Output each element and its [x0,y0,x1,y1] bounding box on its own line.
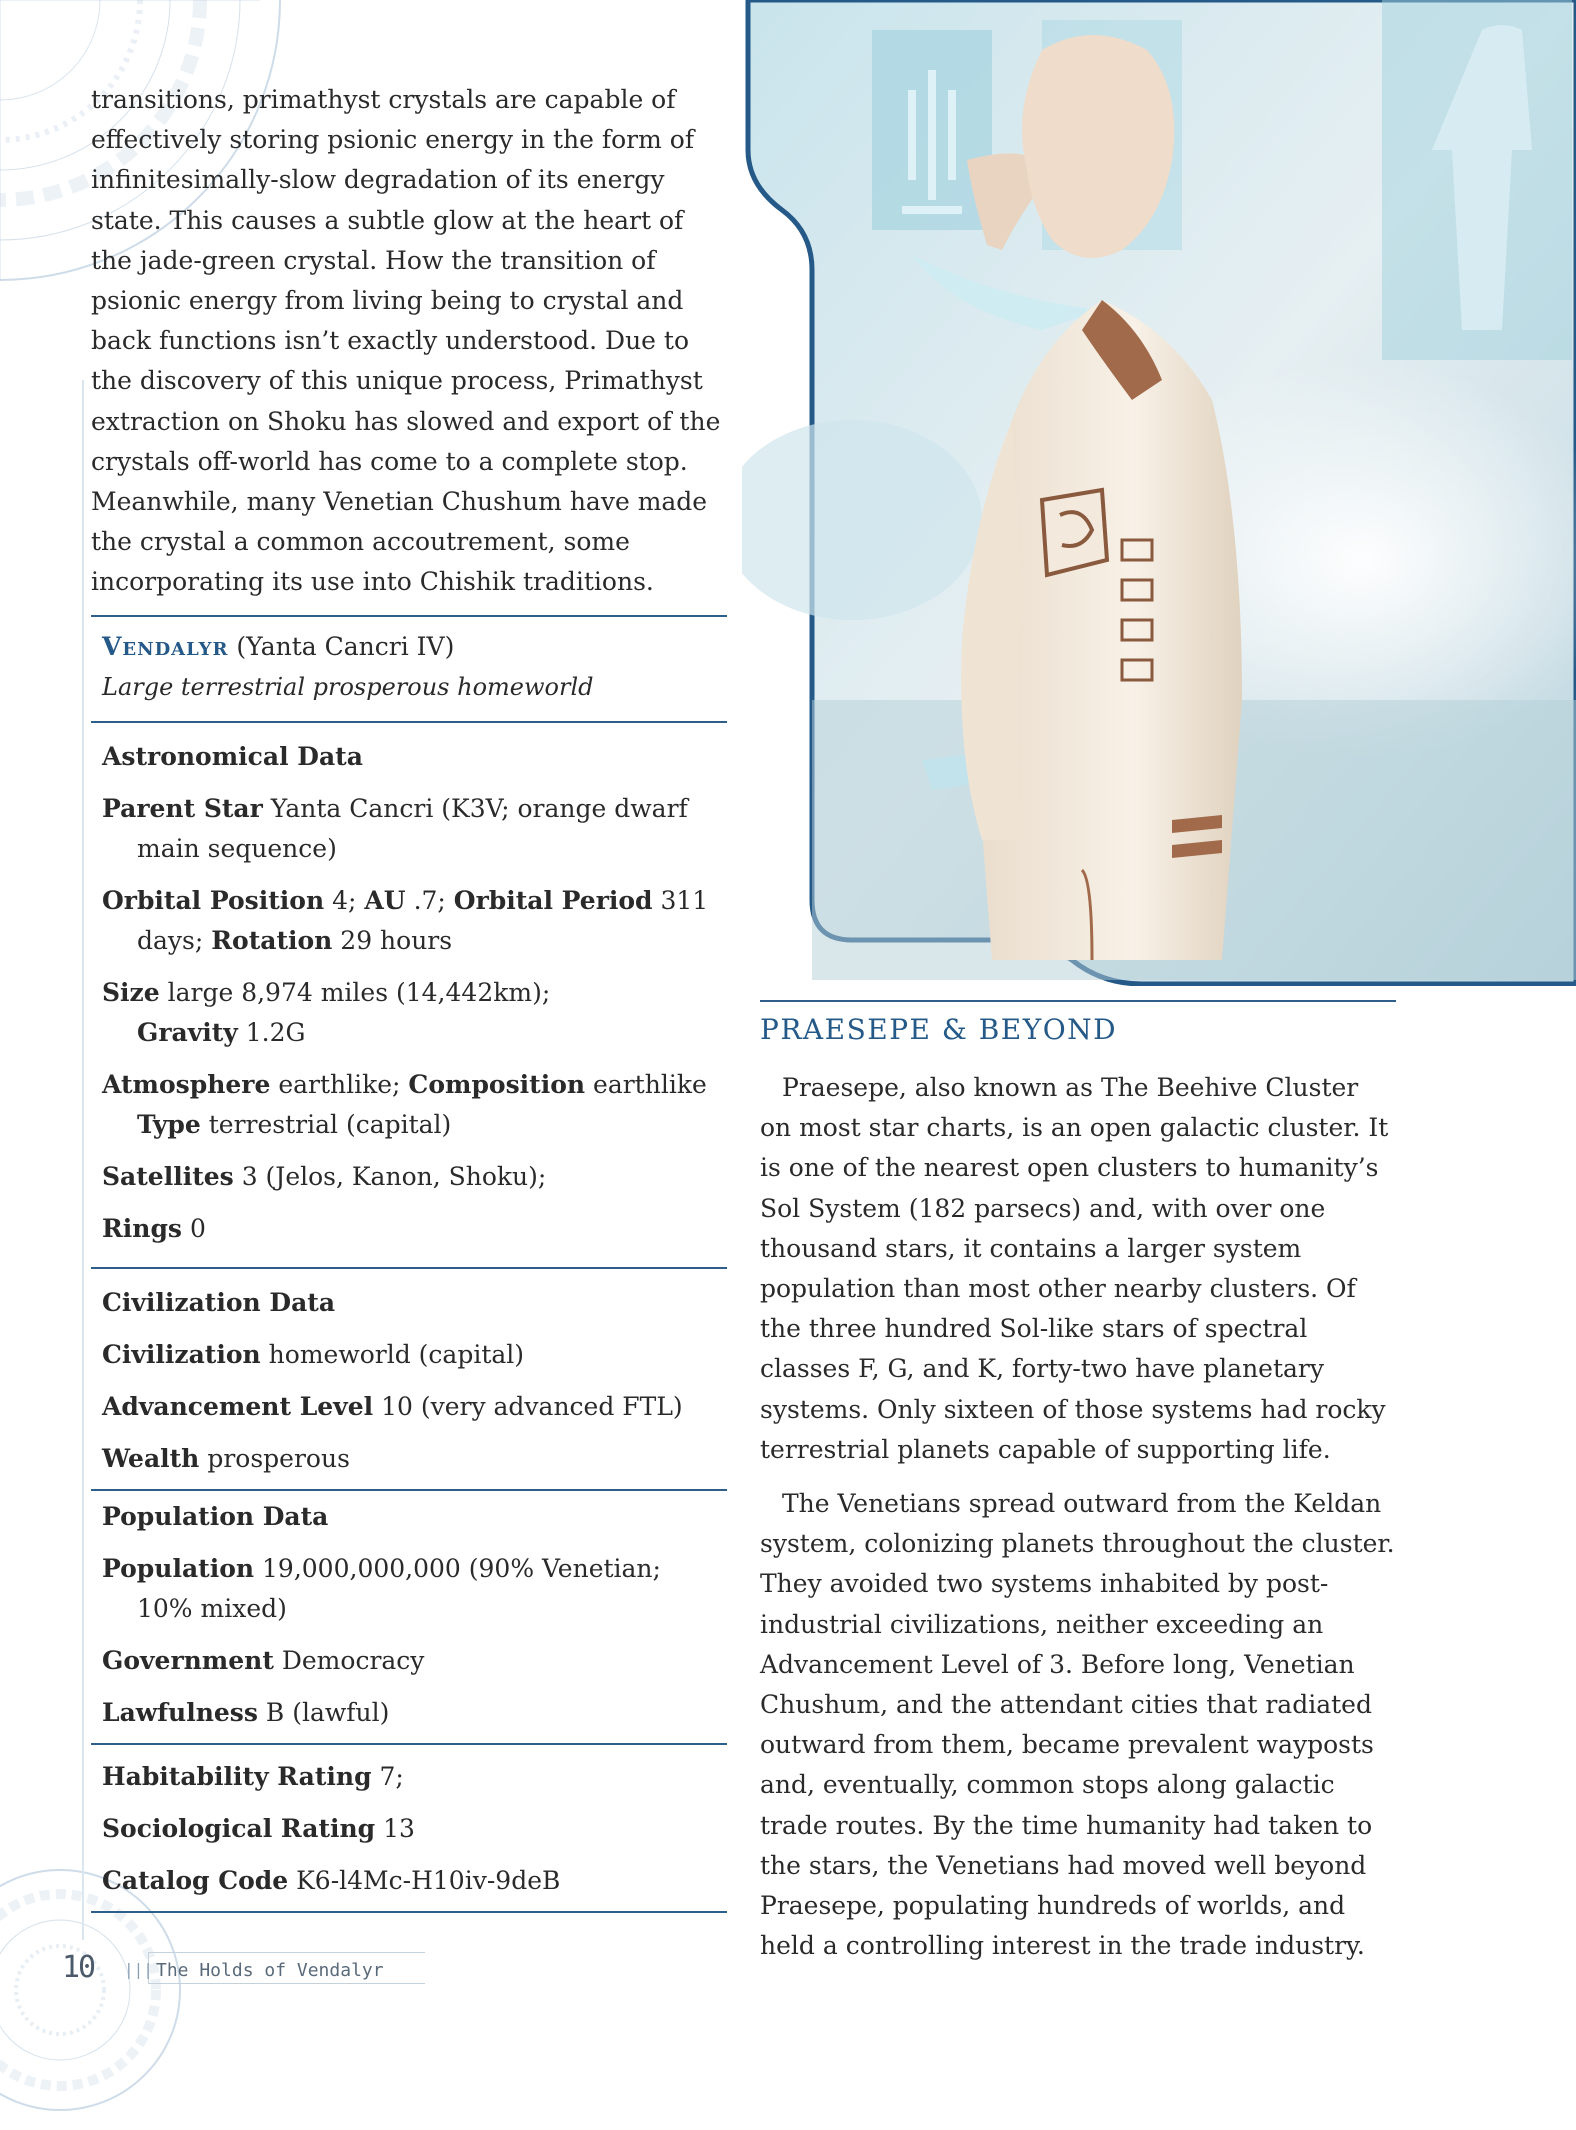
stat-value: .7; [413,885,446,915]
stat-value: prosperous [207,1443,350,1473]
planet-designation: (Yanta Cancri IV) [236,631,455,661]
astronomical-data-block [91,723,727,1267]
stat-value: Yanta Cancri (K3V; orange dwarf main sequence) [137,793,688,863]
left-column [91,80,727,1913]
stat-label: Habitability Rating [102,1761,372,1791]
stat-label: Satellites [102,1161,234,1191]
civilization-data-block [91,1269,727,1489]
section-title: PRAESEPE & BEYOND [760,1013,1118,1046]
right-column [760,1000,1396,1980]
stat-label: AU [364,885,406,915]
stat-value: 29 hours [340,925,453,955]
advancement-row [102,1387,716,1427]
page-number: 10 [62,1950,95,1985]
character-illustration [742,0,1576,986]
stat-value: terrestrial (capital) [208,1109,452,1139]
population-data-block [91,1491,727,1743]
stat-label: Sociological Rating [102,1813,376,1843]
planet-header [91,617,727,721]
habitability-row [102,1757,716,1797]
planet-title [102,627,716,667]
stat-value: 0 [189,1213,206,1243]
ratings-block [91,1745,727,1911]
stat-label: Atmosphere [102,1069,271,1099]
government-row [102,1641,716,1681]
stat-value: earthlike; [278,1069,401,1099]
section-paragraph-1: Praesepe, also known as The Beehive Cluster on most star charts, is an open galactic cluster. It is one of the nearest open clusters to humanity’s Sol System (182 parsecs) and, with over one thousand stars, it contains a larger system population than most other nearby clusters. Of the three hundred Sol-like stars of spectral classes F, G, and K, forty-two have planetary systems. Only sixteen of those systems had rocky terrestrial planets capable of supporting life. [760,1073,1389,1464]
astronomical-heading: Astronomical Data [102,741,363,771]
stat-value: large 8,974 miles (14,442km); [167,977,551,1007]
civilization-row [102,1335,716,1375]
parent-star-row [102,789,716,869]
stat-value: earthlike [593,1069,707,1099]
stat-label: Composition [408,1069,586,1099]
size-row [102,973,716,1053]
stat-label: Type [137,1109,201,1139]
stat-label: Gravity [137,1017,238,1047]
stat-label: Orbital Position [102,885,325,915]
stat-value: 1.2G [245,1017,306,1047]
planet-name: Vendalyr [102,631,229,661]
stat-label: Orbital Period [453,885,653,915]
stat-value: 13 [383,1813,415,1843]
satellites-row [102,1157,716,1197]
population-heading: Population Data [102,1501,329,1531]
sociological-row [102,1809,716,1849]
stat-label: Government [102,1645,274,1675]
divider [91,1911,727,1913]
planet-subtitle: Large terrestrial prosperous homeworld [102,672,594,701]
stat-value: 19,000,000,000 (90% Venetian; 10% mixed) [137,1553,661,1623]
stat-label: Rotation [211,925,333,955]
lawfulness-row [102,1693,716,1733]
stat-label: Lawfulness [102,1697,258,1727]
footer-separator: ||| [124,1960,153,1979]
intro-paragraph: transitions, primathyst crystals are capable of effectively storing psionic energy in the form of infinitesimally-slow degradation of its energy state. This causes a subtle glow at the heart of the jade-green crystal. How the transition of psionic energy from living being to crystal and back functions isn’t exactly understood. Due to the discovery of this unique process, Primathyst extraction on Shoku has slowed and export of the crystals off-world has come to a complete stop. Meanwhile, many Venetian Chushum have made the crystal a common accoutrement, some incorporating its use into Chishik traditions. [91,85,721,597]
stat-label: Parent Star [102,793,263,823]
stat-value: 10 (very advanced FTL) [381,1391,683,1421]
orbital-row [102,881,716,961]
stat-value: 4; [332,885,357,915]
section-paragraph-2: The Venetians spread outward from the Keldan system, colonizing planets throughout the cluster. They avoided two systems inhabited by post-industrial civilizations, neither exceeding an Advancement Level of 3. Before long, Venetian Chushum, and the attendant cities that radiated outward from them, became prevalent wayposts and, eventually, common stops along galactic trade routes. By the time humanity had taken to the stars, the Venetians had moved well beyond Praesepe, populating hundreds of worlds, and held a controlling interest in the trade industry. [760,1489,1395,1961]
stat-value: 7; [379,1761,404,1791]
stat-value: Democracy [281,1645,425,1675]
footer-title: The Holds of Vendalyr [156,1960,384,1981]
stat-label: Population [102,1553,255,1583]
stat-label: Civilization [102,1339,261,1369]
stat-value: 3 (Jelos, Kanon, Shoku); [241,1161,547,1191]
stat-value: K6-l4Mc-H10iv-9deB [296,1865,561,1895]
atmosphere-row [102,1065,716,1145]
stat-value: homeworld (capital) [268,1339,525,1369]
catalog-row [102,1861,716,1901]
stat-label: Rings [102,1213,183,1243]
wealth-row [102,1439,716,1479]
stat-value: B (lawful) [265,1697,390,1727]
stat-label: Advancement Level [102,1391,374,1421]
stat-label: Catalog Code [102,1865,289,1895]
margin-line [82,380,84,1940]
stat-value: 311 days; [137,885,709,955]
rings-row [102,1209,716,1249]
population-row [102,1549,716,1629]
page-footer [58,1950,428,1986]
stat-label: Wealth [102,1443,200,1473]
civilization-heading: Civilization Data [102,1287,336,1317]
stat-label: Size [102,977,160,1007]
